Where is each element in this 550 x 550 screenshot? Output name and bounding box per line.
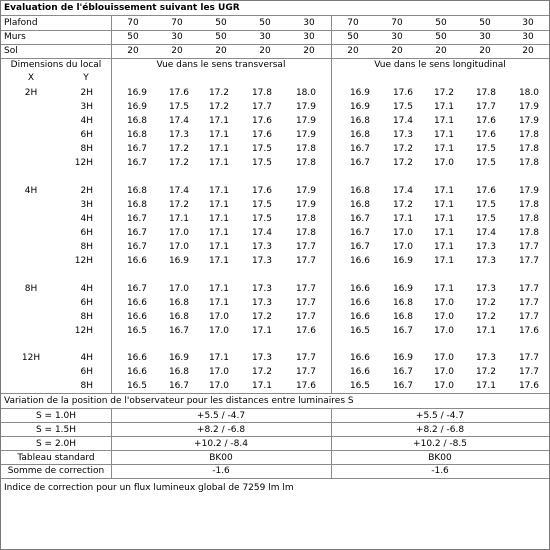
ugr-value-longitudinal: 16.7 xyxy=(392,381,413,391)
row-divider xyxy=(1,450,549,451)
ugr-value-transversal: 17.1 xyxy=(208,228,229,238)
ugr-value-longitudinal: 17.8 xyxy=(518,228,539,238)
ugr-value-transversal: 17.6 xyxy=(295,381,316,391)
reflectance-cell: 20 xyxy=(171,46,183,56)
reflectance-cell: 30 xyxy=(391,32,403,42)
reflectance-cell: 50 xyxy=(435,18,447,28)
ugr-value-transversal: 16.8 xyxy=(126,130,147,140)
ugr-value-longitudinal: 17.0 xyxy=(433,353,454,363)
standard-table-transversal: BK00 xyxy=(209,453,233,463)
group-y-label: 3H xyxy=(80,102,93,112)
ugr-value-longitudinal: 17.6 xyxy=(475,130,496,140)
ugr-value-transversal: 16.7 xyxy=(126,242,147,252)
ugr-value-transversal: 17.8 xyxy=(295,158,316,168)
ugr-value-transversal: 17.5 xyxy=(251,214,272,224)
ugr-value-longitudinal: 17.0 xyxy=(433,312,454,322)
row-divider xyxy=(1,393,549,394)
ugr-value-transversal: 17.1 xyxy=(208,214,229,224)
view-longitudinal-header: Vue dans le sens longitudinal xyxy=(374,60,506,70)
reflectance-cell: 50 xyxy=(215,18,227,28)
ugr-value-transversal: 16.9 xyxy=(168,353,189,363)
ugr-value-longitudinal: 17.1 xyxy=(475,381,496,391)
ugr-value-longitudinal: 17.6 xyxy=(518,326,539,336)
ugr-value-longitudinal: 17.4 xyxy=(475,228,496,238)
reflectance-cell: 20 xyxy=(522,46,534,56)
ugr-value-transversal: 17.9 xyxy=(295,116,316,126)
ugr-value-longitudinal: 17.4 xyxy=(392,116,413,126)
ugr-value-transversal: 17.9 xyxy=(295,102,316,112)
ugr-value-transversal: 17.2 xyxy=(251,312,272,322)
ugr-value-transversal: 17.2 xyxy=(208,88,229,98)
ugr-value-longitudinal: 17.5 xyxy=(475,200,496,210)
ugr-value-longitudinal: 17.3 xyxy=(475,284,496,294)
group-y-label: 12H xyxy=(74,158,93,168)
ugr-value-longitudinal: 16.5 xyxy=(349,326,370,336)
ugr-value-longitudinal: 17.1 xyxy=(433,256,454,266)
ugr-value-transversal: 17.8 xyxy=(295,144,316,154)
reflectance-cell: 20 xyxy=(127,46,139,56)
ugr-value-transversal: 16.6 xyxy=(126,298,147,308)
y-axis-label: Y xyxy=(83,73,89,83)
reflectance-label: Murs xyxy=(4,32,26,42)
ugr-value-longitudinal: 17.2 xyxy=(392,144,413,154)
group-x-label: 2H xyxy=(24,88,38,98)
ugr-value-longitudinal: 17.5 xyxy=(392,102,413,112)
ugr-value-longitudinal: 16.8 xyxy=(349,116,370,126)
ugr-value-longitudinal: 17.3 xyxy=(475,242,496,252)
ugr-value-longitudinal: 17.7 xyxy=(518,353,539,363)
reflectance-cell: 50 xyxy=(215,32,227,42)
ugr-value-transversal: 17.4 xyxy=(251,228,272,238)
ugr-value-transversal: 17.1 xyxy=(208,353,229,363)
ugr-value-transversal: 16.8 xyxy=(168,298,189,308)
reflectance-cell: 30 xyxy=(522,32,534,42)
ugr-value-longitudinal: 17.8 xyxy=(518,144,539,154)
ugr-value-transversal: 17.0 xyxy=(208,367,229,377)
reflectance-cell: 20 xyxy=(479,46,491,56)
ugr-value-longitudinal: 17.9 xyxy=(518,186,539,196)
ugr-value-longitudinal: 17.2 xyxy=(433,88,454,98)
column-divider xyxy=(111,15,112,393)
ugr-value-longitudinal: 17.2 xyxy=(475,312,496,322)
ugr-value-longitudinal: 17.0 xyxy=(433,158,454,168)
ugr-value-longitudinal: 17.7 xyxy=(475,102,496,112)
ugr-value-transversal: 17.5 xyxy=(251,158,272,168)
ugr-value-longitudinal: 17.0 xyxy=(433,326,454,336)
ugr-value-transversal: 16.6 xyxy=(126,353,147,363)
ugr-value-transversal: 17.5 xyxy=(251,200,272,210)
ugr-value-longitudinal: 16.7 xyxy=(349,144,370,154)
ugr-value-transversal: 17.1 xyxy=(208,284,229,294)
ugr-value-transversal: 17.2 xyxy=(208,102,229,112)
ugr-value-transversal: 17.1 xyxy=(208,256,229,266)
ugr-value-longitudinal: 17.1 xyxy=(433,200,454,210)
reflectance-cell: 50 xyxy=(479,18,491,28)
ugr-value-transversal: 17.1 xyxy=(208,158,229,168)
group-y-label: 8H xyxy=(80,381,93,391)
ugr-value-longitudinal: 17.2 xyxy=(392,158,413,168)
correction-sum-transversal: -1.6 xyxy=(212,466,230,476)
ugr-value-longitudinal: 17.2 xyxy=(475,298,496,308)
reflectance-cell: 30 xyxy=(479,32,491,42)
variation-title: Variation de la position de l'observateur pour les distances entre luminaires S xyxy=(4,396,354,406)
reflectance-cell: 50 xyxy=(259,18,271,28)
ugr-value-longitudinal: 17.1 xyxy=(433,130,454,140)
ugr-value-transversal: 17.6 xyxy=(168,88,189,98)
ugr-value-longitudinal: 17.7 xyxy=(518,256,539,266)
ugr-value-transversal: 17.7 xyxy=(295,242,316,252)
variation-label: S = 1.5H xyxy=(35,425,77,435)
ugr-value-transversal: 16.5 xyxy=(126,381,147,391)
ugr-value-transversal: 17.9 xyxy=(295,186,316,196)
ugr-value-transversal: 17.5 xyxy=(168,102,189,112)
ugr-value-longitudinal: 17.6 xyxy=(518,381,539,391)
group-y-label: 6H xyxy=(80,367,93,377)
ugr-value-transversal: 16.8 xyxy=(168,312,189,322)
ugr-value-transversal: 17.7 xyxy=(295,256,316,266)
ugr-value-transversal: 17.0 xyxy=(208,326,229,336)
ugr-value-longitudinal: 17.7 xyxy=(518,284,539,294)
ugr-value-longitudinal: 16.9 xyxy=(349,88,370,98)
ugr-value-transversal: 16.8 xyxy=(126,116,147,126)
ugr-value-longitudinal: 17.1 xyxy=(433,214,454,224)
group-y-label: 8H xyxy=(80,242,93,252)
ugr-value-longitudinal: 16.6 xyxy=(349,353,370,363)
page-title: Evaluation de l'éblouissement suivant les UGR xyxy=(4,3,240,13)
ugr-value-transversal: 17.1 xyxy=(208,144,229,154)
ugr-value-longitudinal: 17.6 xyxy=(475,116,496,126)
ugr-value-transversal: 17.8 xyxy=(251,88,272,98)
ugr-value-transversal: 16.5 xyxy=(126,326,147,336)
ugr-value-transversal: 17.0 xyxy=(168,284,189,294)
variation-longitudinal: +8.2 / -6.8 xyxy=(415,425,465,435)
group-y-label: 4H xyxy=(80,214,93,224)
ugr-value-transversal: 16.7 xyxy=(168,326,189,336)
ugr-value-longitudinal: 16.7 xyxy=(349,242,370,252)
ugr-value-transversal: 17.9 xyxy=(295,200,316,210)
ugr-value-transversal: 17.3 xyxy=(168,130,189,140)
ugr-value-longitudinal: 17.4 xyxy=(392,186,413,196)
ugr-value-transversal: 17.1 xyxy=(208,242,229,252)
ugr-value-transversal: 17.4 xyxy=(168,116,189,126)
ugr-value-longitudinal: 16.7 xyxy=(392,367,413,377)
standard-table-label: Tableau standard xyxy=(17,453,95,463)
ugr-value-longitudinal: 16.7 xyxy=(349,158,370,168)
ugr-value-transversal: 16.7 xyxy=(126,228,147,238)
reflectance-label: Sol xyxy=(4,46,18,56)
ugr-value-transversal: 17.0 xyxy=(208,381,229,391)
reflectance-cell: 20 xyxy=(259,46,271,56)
ugr-value-transversal: 17.3 xyxy=(251,256,272,266)
ugr-value-longitudinal: 17.7 xyxy=(518,298,539,308)
ugr-value-transversal: 17.7 xyxy=(295,298,316,308)
ugr-value-transversal: 17.3 xyxy=(251,242,272,252)
ugr-value-longitudinal: 17.5 xyxy=(475,144,496,154)
ugr-value-transversal: 17.1 xyxy=(208,298,229,308)
ugr-value-longitudinal: 16.8 xyxy=(349,186,370,196)
ugr-value-transversal: 17.2 xyxy=(168,158,189,168)
group-y-label: 6H xyxy=(80,228,93,238)
reflectance-cell: 30 xyxy=(171,32,183,42)
ugr-value-transversal: 16.7 xyxy=(126,144,147,154)
variation-longitudinal: +10.2 / -8.5 xyxy=(413,439,467,449)
ugr-value-transversal: 17.6 xyxy=(251,116,272,126)
ugr-value-longitudinal: 17.8 xyxy=(518,200,539,210)
variation-transversal: +10.2 / -8.4 xyxy=(194,439,248,449)
ugr-value-longitudinal: 17.2 xyxy=(475,367,496,377)
ugr-value-transversal: 16.7 xyxy=(126,158,147,168)
reflectance-cell: 70 xyxy=(127,18,139,28)
ugr-value-transversal: 16.9 xyxy=(168,256,189,266)
ugr-value-transversal: 17.2 xyxy=(168,144,189,154)
ugr-value-transversal: 18.0 xyxy=(295,88,316,98)
dimensions-header: Dimensions du local xyxy=(10,60,102,70)
ugr-value-transversal: 17.1 xyxy=(251,381,272,391)
ugr-value-longitudinal: 17.8 xyxy=(475,88,496,98)
reflectance-cell: 70 xyxy=(171,18,183,28)
correction-sum-longitudinal: -1.6 xyxy=(431,466,449,476)
variation-transversal: +8.2 / -6.8 xyxy=(196,425,246,435)
ugr-value-longitudinal: 16.7 xyxy=(392,326,413,336)
ugr-value-longitudinal: 16.6 xyxy=(349,256,370,266)
ugr-value-transversal: 17.6 xyxy=(251,130,272,140)
ugr-value-longitudinal: 16.6 xyxy=(349,298,370,308)
reflectance-cell: 20 xyxy=(215,46,227,56)
row-divider xyxy=(1,15,549,16)
standard-table-longitudinal: BK00 xyxy=(428,453,452,463)
group-y-label: 12H xyxy=(74,256,93,266)
ugr-value-longitudinal: 17.7 xyxy=(518,367,539,377)
row-divider xyxy=(1,422,549,423)
ugr-value-transversal: 17.3 xyxy=(251,284,272,294)
variation-label: S = 1.0H xyxy=(35,411,77,421)
ugr-value-longitudinal: 16.7 xyxy=(349,228,370,238)
ugr-value-transversal: 17.1 xyxy=(208,116,229,126)
ugr-value-transversal: 17.2 xyxy=(168,200,189,210)
ugr-value-longitudinal: 16.8 xyxy=(349,130,370,140)
column-divider xyxy=(331,15,332,393)
ugr-value-longitudinal: 16.8 xyxy=(349,200,370,210)
ugr-value-transversal: 16.6 xyxy=(126,256,147,266)
reflectance-cell: 20 xyxy=(391,46,403,56)
ugr-value-transversal: 17.7 xyxy=(295,312,316,322)
ugr-value-transversal: 17.1 xyxy=(208,200,229,210)
ugr-value-transversal: 17.3 xyxy=(251,353,272,363)
reflectance-cell: 20 xyxy=(347,46,359,56)
ugr-value-longitudinal: 17.1 xyxy=(433,284,454,294)
ugr-value-transversal: 16.8 xyxy=(168,367,189,377)
ugr-value-longitudinal: 17.3 xyxy=(392,130,413,140)
ugr-value-longitudinal: 17.8 xyxy=(518,158,539,168)
ugr-value-longitudinal: 17.0 xyxy=(392,228,413,238)
ugr-value-transversal: 16.8 xyxy=(126,200,147,210)
ugr-value-transversal: 17.2 xyxy=(251,367,272,377)
x-axis-label: X xyxy=(27,73,35,83)
ugr-value-transversal: 17.3 xyxy=(251,298,272,308)
ugr-value-longitudinal: 17.1 xyxy=(433,102,454,112)
ugr-value-longitudinal: 17.2 xyxy=(392,200,413,210)
reflectance-cell: 30 xyxy=(303,32,315,42)
group-y-label: 8H xyxy=(80,312,93,322)
ugr-value-transversal: 16.9 xyxy=(126,102,147,112)
ugr-value-transversal: 17.0 xyxy=(208,312,229,322)
reflectance-cell: 50 xyxy=(435,32,447,42)
reflectance-cell: 50 xyxy=(127,32,139,42)
group-y-label: 2H xyxy=(80,88,93,98)
ugr-value-longitudinal: 17.9 xyxy=(518,116,539,126)
variation-transversal: +5.5 / -4.7 xyxy=(196,411,246,421)
ugr-value-longitudinal: 17.0 xyxy=(433,298,454,308)
ugr-value-longitudinal: 18.0 xyxy=(518,88,539,98)
ugr-value-longitudinal: 16.9 xyxy=(392,353,413,363)
reflectance-cell: 70 xyxy=(347,18,359,28)
ugr-value-longitudinal: 17.9 xyxy=(518,102,539,112)
group-y-label: 2H xyxy=(80,186,93,196)
group-y-label: 4H xyxy=(80,284,93,294)
reflectance-cell: 70 xyxy=(391,18,403,28)
group-x-label: 12H xyxy=(21,353,41,363)
footer-note: Indice de correction pour un flux lumineux global de 7259 lm lm xyxy=(4,483,294,493)
ugr-value-transversal: 17.8 xyxy=(295,228,316,238)
ugr-value-longitudinal: 16.7 xyxy=(349,214,370,224)
ugr-value-longitudinal: 17.1 xyxy=(433,116,454,126)
row-divider xyxy=(1,436,549,437)
row-divider xyxy=(1,478,549,479)
reflectance-cell: 30 xyxy=(303,18,315,28)
ugr-value-longitudinal: 17.5 xyxy=(475,214,496,224)
ugr-value-transversal: 17.1 xyxy=(168,214,189,224)
group-y-label: 12H xyxy=(74,326,93,336)
ugr-value-transversal: 16.6 xyxy=(126,312,147,322)
ugr-value-longitudinal: 17.5 xyxy=(475,158,496,168)
ugr-value-transversal: 17.6 xyxy=(295,326,316,336)
ugr-value-longitudinal: 16.8 xyxy=(392,298,413,308)
ugr-value-longitudinal: 16.6 xyxy=(349,312,370,322)
ugr-value-longitudinal: 16.8 xyxy=(392,312,413,322)
ugr-value-longitudinal: 17.0 xyxy=(433,381,454,391)
ugr-value-longitudinal: 16.9 xyxy=(349,102,370,112)
ugr-value-longitudinal: 17.0 xyxy=(392,242,413,252)
ugr-value-transversal: 17.0 xyxy=(168,242,189,252)
group-y-label: 6H xyxy=(80,130,93,140)
reflectance-cell: 30 xyxy=(259,32,271,42)
variation-label: S = 2.0H xyxy=(35,439,77,449)
ugr-value-transversal: 16.8 xyxy=(126,186,147,196)
ugr-value-longitudinal: 17.1 xyxy=(433,242,454,252)
ugr-value-longitudinal: 16.5 xyxy=(349,381,370,391)
ugr-value-longitudinal: 17.1 xyxy=(475,326,496,336)
ugr-value-transversal: 17.5 xyxy=(251,144,272,154)
ugr-value-transversal: 16.6 xyxy=(126,367,147,377)
ugr-value-longitudinal: 17.6 xyxy=(392,88,413,98)
ugr-value-transversal: 16.7 xyxy=(126,214,147,224)
group-y-label: 4H xyxy=(80,116,93,126)
ugr-value-transversal: 17.8 xyxy=(295,214,316,224)
ugr-value-longitudinal: 16.6 xyxy=(349,284,370,294)
ugr-value-longitudinal: 17.8 xyxy=(518,130,539,140)
ugr-value-transversal: 17.0 xyxy=(168,228,189,238)
ugr-value-longitudinal: 17.3 xyxy=(475,256,496,266)
group-x-label: 8H xyxy=(24,284,38,294)
ugr-value-transversal: 16.7 xyxy=(126,284,147,294)
ugr-value-longitudinal: 17.1 xyxy=(433,144,454,154)
reflectance-label: Plafond xyxy=(4,18,38,28)
group-y-label: 6H xyxy=(80,298,93,308)
ugr-value-transversal: 17.6 xyxy=(251,186,272,196)
ugr-value-longitudinal: 16.9 xyxy=(392,256,413,266)
ugr-value-longitudinal: 17.1 xyxy=(392,214,413,224)
reflectance-cell: 20 xyxy=(303,46,315,56)
group-y-label: 8H xyxy=(80,144,93,154)
ugr-value-longitudinal: 16.9 xyxy=(392,284,413,294)
reflectance-cell: 30 xyxy=(522,18,534,28)
ugr-value-transversal: 17.7 xyxy=(251,102,272,112)
ugr-value-transversal: 17.4 xyxy=(168,186,189,196)
ugr-value-longitudinal: 17.6 xyxy=(475,186,496,196)
group-y-label: 4H xyxy=(80,353,93,363)
ugr-value-longitudinal: 17.7 xyxy=(518,312,539,322)
reflectance-cell: 20 xyxy=(435,46,447,56)
view-transversal-header: Vue dans le sens transversal xyxy=(156,60,286,70)
ugr-value-longitudinal: 17.0 xyxy=(433,367,454,377)
reflectance-cell: 50 xyxy=(347,32,359,42)
ugr-value-transversal: 16.9 xyxy=(126,88,147,98)
ugr-value-transversal: 17.1 xyxy=(251,326,272,336)
ugr-value-longitudinal: 17.1 xyxy=(433,186,454,196)
ugr-value-longitudinal: 16.6 xyxy=(349,367,370,377)
row-divider xyxy=(1,408,549,409)
ugr-value-longitudinal: 17.3 xyxy=(475,353,496,363)
ugr-value-transversal: 17.7 xyxy=(295,367,316,377)
ugr-value-transversal: 17.1 xyxy=(208,186,229,196)
variation-longitudinal: +5.5 / -4.7 xyxy=(415,411,465,421)
correction-sum-label: Somme de correction xyxy=(7,466,105,476)
ugr-value-transversal: 17.9 xyxy=(295,130,316,140)
ugr-value-transversal: 16.7 xyxy=(168,381,189,391)
ugr-value-transversal: 17.1 xyxy=(208,130,229,140)
group-x-label: 4H xyxy=(24,186,38,196)
group-y-label: 3H xyxy=(80,200,93,210)
ugr-value-longitudinal: 17.8 xyxy=(518,214,539,224)
ugr-value-transversal: 17.7 xyxy=(295,284,316,294)
ugr-value-longitudinal: 17.1 xyxy=(433,228,454,238)
ugr-value-transversal: 17.7 xyxy=(295,353,316,363)
ugr-value-longitudinal: 17.7 xyxy=(518,242,539,252)
